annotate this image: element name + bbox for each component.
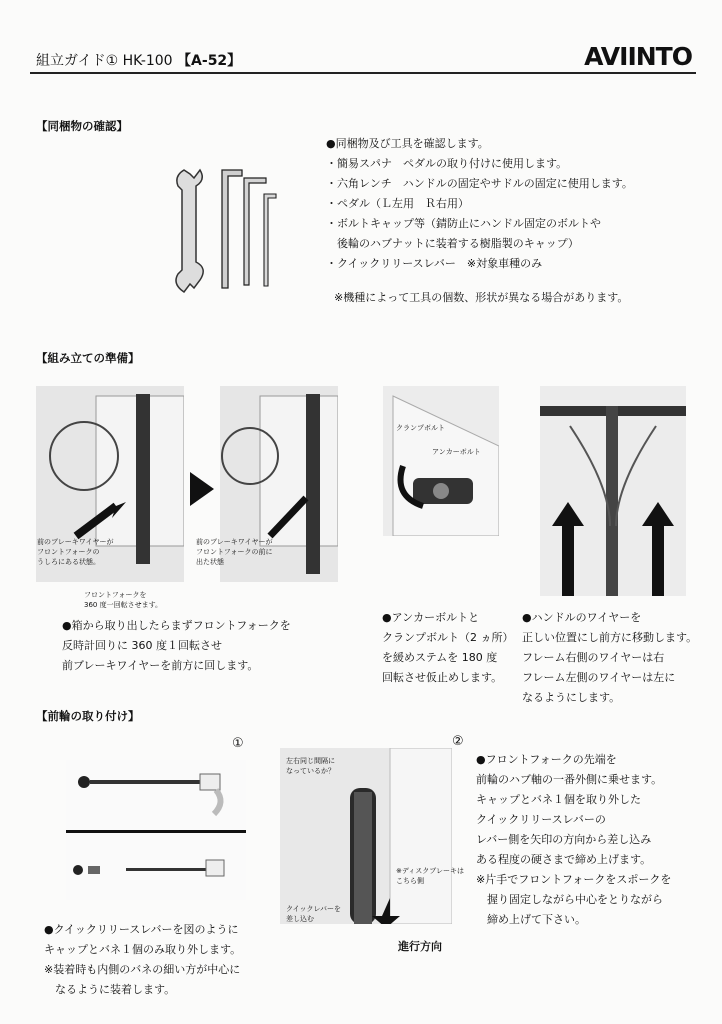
photo1-rotate-caption (84, 590, 162, 610)
caption-line: 前のブレーキワイヤーが (37, 538, 114, 546)
quick-release-lever-icon (66, 760, 246, 900)
step-number-2: ② (452, 734, 464, 749)
caption-line: こちら側 (396, 877, 424, 885)
title-code: 【A-52】 (177, 53, 242, 69)
step-line: なるように装着します。 (44, 983, 176, 996)
contents-line: ・ボルトキャップ等（錆防止にハンドル固定のボルトや (326, 217, 601, 230)
contents-line: ・簡易スパナ ペダルの取り付けに使用します。 (326, 157, 568, 170)
contents-line: 後輪のハブナットに装着する樹脂製のキャップ） (326, 237, 579, 250)
wheel-question-caption (286, 756, 335, 776)
step-number-1: ① (232, 736, 244, 751)
prep-step2 (382, 608, 514, 688)
caption-line: ※ディスクブレーキは (396, 867, 465, 875)
step-line: ●フロントフォークの先端を (476, 753, 617, 766)
step-line: キャップとバネ１個を取り外した (476, 793, 641, 806)
photo1-caption (37, 537, 114, 567)
caption-line: 差し込む (286, 915, 314, 923)
wheel-heading: 【前輪の取り付け】 (36, 709, 140, 723)
step-line: 反時計回りに 360 度１回転させ (62, 639, 222, 652)
contents-line: ・ペダル（Ｌ左用 Ｒ右用） (326, 197, 469, 210)
caption-line: なっているか？ (286, 767, 335, 775)
page-title (36, 50, 241, 70)
insert-lever-caption (286, 904, 341, 924)
caption-line: うしろにある状態。 (37, 558, 100, 566)
caption-line: 360 度一回転させます。 (84, 601, 163, 609)
step-line: ●ハンドルのワイヤーを (522, 611, 642, 624)
step-line: ●箱から取り出したらまずフロントフォークを (62, 619, 291, 632)
anchor-bolt-label: アンカーボルト (432, 448, 481, 456)
contents-line: ・六角レンチ ハンドルの固定やサドルの固定に使用します。 (326, 177, 633, 190)
caption-line: フロントフォークの前に (196, 548, 273, 556)
quick-release-illustration (66, 760, 246, 900)
step-line: 前ブレーキワイヤーを前方に回します。 (62, 659, 259, 672)
step-line: 正しい位置にし前方に移動します。 (522, 631, 698, 644)
disc-brake-caption (396, 866, 464, 886)
step-line: クイックリリースレバーの (476, 813, 606, 826)
step-line: レバー側を矢印の方向から差し込み (476, 833, 652, 846)
caption-line: 左右同じ間隔に (286, 757, 335, 765)
wheel-step1 (44, 920, 241, 1000)
prep-step1 (62, 616, 291, 676)
step-line: 回転させ仮止めします。 (382, 671, 503, 684)
contents-line: ・クイックリリースレバー ※対象車種のみ (326, 257, 543, 270)
next-arrow-icon (190, 472, 214, 506)
wrench-hex-keys-icon (162, 160, 302, 300)
title-text: 組立ガイド① HK-100 (36, 53, 173, 69)
step-line: クランプボルト（2 ヵ所） (382, 631, 514, 644)
step-line: キャップとバネ１個のみ取り外します。 (44, 943, 242, 956)
step-line: フレーム右側のワイヤーは右 (522, 651, 665, 664)
caption-line: フロントフォークを (84, 591, 147, 599)
step-line: ※装着時も内側のバネの細い方が中心に (44, 963, 241, 976)
step-line: なるようにします。 (522, 691, 621, 704)
clamp-bolt-label: クランプボルト (396, 424, 445, 432)
contents-list (326, 134, 633, 274)
step-line: 締め上げて下さい。 (476, 913, 586, 926)
step-line: 握り固定しながら中心をとりながら (476, 893, 663, 906)
caption-line: クイックレバーを (286, 905, 342, 913)
step-line: を緩めステムを 180 度 (382, 651, 498, 664)
step-line: 前輪のハブ軸の一番外側に乗せます。 (476, 773, 663, 786)
caption-line: 出た状態 (196, 558, 224, 566)
step-line: ※片手でフロントフォークをスポークを (476, 873, 672, 886)
photo-stem-bolts (383, 386, 499, 536)
caption-line: 前のブレーキワイヤーが (196, 538, 273, 546)
prep-step3 (522, 608, 697, 708)
contents-note: ※機種によって工具の個数、形状が異なる場合があります。 (334, 291, 629, 304)
photo2-caption (196, 537, 273, 567)
contents-heading: 【同梱物の確認】 (36, 119, 128, 133)
step-line: ●アンカーボルトと (382, 611, 480, 624)
step-line: ある程度の硬さまで締め上げます。 (476, 853, 652, 866)
prep-heading: 【組み立ての準備】 (36, 351, 140, 365)
photo-handlebar-wires (540, 386, 686, 596)
direction-label: 進行方向 (398, 940, 442, 953)
header-divider (30, 72, 696, 74)
tools-illustration (162, 160, 302, 300)
caption-line: フロントフォークの (37, 548, 100, 556)
wheel-step2 (476, 750, 671, 930)
step-line: ●クイックリリースレバーを図のように (44, 923, 239, 936)
brand-logo: AVIINTO (584, 42, 692, 71)
contents-line: ●同梱物及び工具を確認します。 (326, 137, 489, 150)
step-line: フレーム左側のワイヤーは左に (522, 671, 676, 684)
